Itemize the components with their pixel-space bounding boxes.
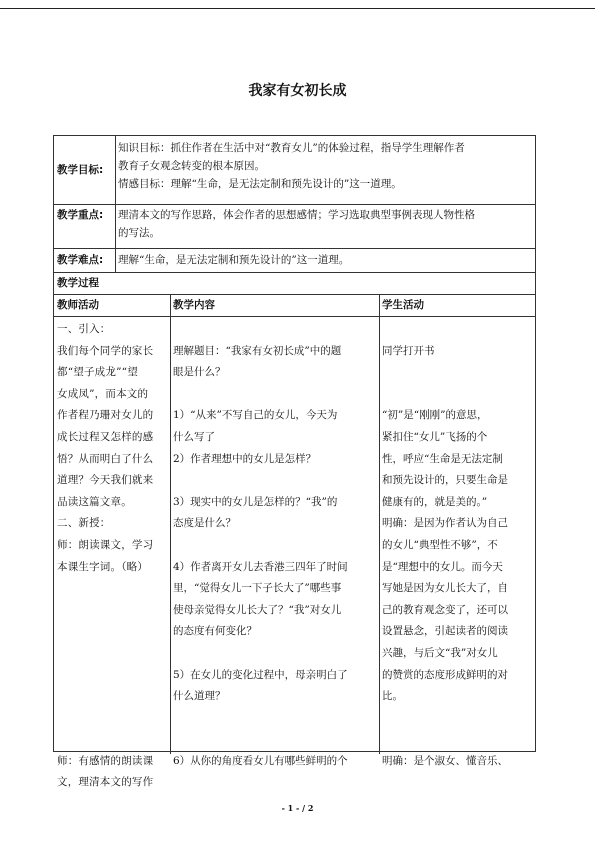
content-column — [172, 319, 378, 772]
content-line — [173, 384, 377, 406]
row-divider — [54, 272, 535, 273]
header-teacher: 教师活动 — [57, 299, 99, 311]
student-line: 健康有的，就是美的。” — [382, 495, 488, 508]
header-content: 教学内容 — [173, 299, 215, 311]
content-line: 里，“觉得女儿一下子长大了”哪些事 — [173, 582, 342, 595]
page-title: 我家有女初长成 — [248, 83, 347, 99]
teacher-line: 文，理清本文的写作 — [57, 776, 154, 789]
student-line — [382, 729, 535, 751]
goals-content — [117, 139, 535, 193]
teacher-line — [57, 600, 168, 622]
teacher-line: 作者程乃珊对女儿的 — [57, 409, 154, 422]
teacher-line: 我们每个同学的家长 — [57, 344, 154, 357]
process-label: 教学过程 — [57, 277, 99, 289]
teacher-line — [57, 729, 168, 751]
content-line: 3）现实中的女儿是怎样的？“我”的 — [173, 495, 338, 508]
teacher-line: 师：有感情的朗读课 — [57, 754, 154, 767]
teacher-line: 悟？从而明白了什么 — [57, 452, 154, 465]
content-line — [173, 708, 377, 730]
row-divider — [54, 316, 535, 317]
teacher-line — [57, 686, 168, 708]
difficulty-label: 教学难点: — [57, 254, 104, 266]
student-line: 己的教育观念变了，还可以 — [382, 603, 508, 616]
student-line: 的赞赏的态度形成鲜明的对 — [382, 668, 508, 681]
teacher-line — [57, 578, 168, 600]
goals-line: 情感目标：理解“生命，是无法定制和预先设计的”这一道理。 — [118, 178, 402, 190]
teacher-line — [57, 708, 168, 730]
content-line: 什么写了 — [173, 430, 215, 443]
teacher-line: 师：朗读课文，学习 — [57, 538, 154, 551]
student-line: 同学打开书 — [382, 344, 435, 357]
teacher-line: 一、引入： — [57, 323, 111, 335]
student-line — [382, 384, 535, 406]
teacher-line — [57, 643, 168, 665]
goals-line: 教育子女观念转变的根本原因。 — [118, 160, 265, 172]
student-line: 比。 — [382, 690, 403, 703]
content-line: 理解题目：“我家有女初长成”中的题 — [173, 344, 342, 357]
teacher-activity-column — [56, 319, 169, 794]
header-rule — [0, 8, 595, 9]
content-line: 2）作者理想中的女儿是怎样？ — [173, 452, 317, 465]
goals-label: 教学目标: — [57, 164, 104, 176]
student-line: 和预先设计的，只要生命是 — [382, 474, 508, 487]
student-line: 明确：是个淑女、懂音乐、 — [382, 754, 508, 767]
student-line: 紧扣住“女儿”飞扬的个 — [382, 430, 488, 443]
content-line: 的态度有何变化？ — [173, 625, 257, 638]
student-activity-column — [381, 319, 536, 772]
student-line — [382, 362, 535, 384]
teacher-line — [57, 665, 168, 687]
student-line: “初”是“刚刚”的意思， — [382, 409, 488, 422]
page-number: - 1 - / 2 — [281, 803, 314, 813]
student-line: 写她是因为女儿长大了，自 — [382, 582, 508, 595]
content-line — [173, 319, 377, 341]
content-line — [173, 535, 377, 557]
content-line: 使母亲觉得女儿长大了？“我”对女儿 — [173, 603, 342, 616]
header-student: 学生活动 — [382, 299, 424, 311]
teacher-line — [57, 621, 168, 643]
student-line: 兴趣，与后文“我”对女儿 — [382, 646, 498, 659]
key-points-line: 理清本文的写作思路，体会作者的思想感情；学习选取典型事例表现人物性格 — [118, 209, 475, 221]
difficulty-content — [117, 251, 535, 269]
row-divider — [54, 294, 535, 295]
row-divider — [54, 248, 535, 249]
student-line: 的女儿“典型性不够”，不 — [382, 538, 498, 551]
student-line — [382, 708, 535, 730]
teacher-line: 二、新授： — [57, 517, 111, 530]
difficulty-line: 理解“生命，是无法定制和预先设计的”这一道理。 — [118, 254, 350, 266]
student-line: 设置悬念，引起读者的阅读 — [382, 625, 508, 638]
student-line: 性，呼应“生命是无法定制 — [382, 452, 503, 465]
content-line: 1）“从来”不写自己的女儿，今天为 — [173, 409, 338, 422]
col-divider — [115, 136, 116, 272]
lesson-plan-table — [53, 135, 536, 789]
row-divider — [54, 204, 535, 205]
key-points-line: 的写法。 — [118, 227, 160, 239]
col-divider — [379, 294, 380, 754]
goals-line: 知识目标：抓住作者在生活中对“教育女儿”的体验过程，指导学生理解作者 — [118, 142, 465, 154]
student-line: 明确：是因为作者认为自己 — [382, 517, 508, 530]
content-line — [173, 729, 377, 751]
content-line: 态度是什么？ — [173, 517, 236, 530]
content-line — [173, 470, 377, 492]
content-line: 6）从你的角度看女儿有哪些鲜明的个 — [173, 754, 348, 767]
teacher-line: 本课生字词。（略） — [57, 560, 149, 573]
content-line: 4）作者离开女儿去香港三四年了时间 — [173, 560, 348, 573]
content-line: 5）在女儿的变化过程中，母亲明白了 — [173, 668, 348, 681]
teacher-line: 道理？今天我们就来 — [57, 474, 154, 487]
teacher-line: 女成凤”，而本文的 — [57, 387, 149, 400]
content-line — [173, 643, 377, 665]
student-line — [382, 319, 535, 341]
content-line: 什么道理？ — [173, 690, 226, 703]
key-points-content — [117, 206, 535, 242]
student-line: 是“理想中的女儿。而今天 — [382, 560, 503, 573]
col-divider — [170, 294, 171, 754]
teacher-line: 品读这篇文章。 — [57, 495, 132, 508]
teacher-line: 都“望子成龙”“望 — [57, 366, 138, 379]
key-points-label: 教学重点: — [57, 209, 104, 221]
content-line: 眼是什么？ — [173, 366, 226, 379]
teacher-line: 成长过程又怎样的感 — [57, 430, 154, 443]
